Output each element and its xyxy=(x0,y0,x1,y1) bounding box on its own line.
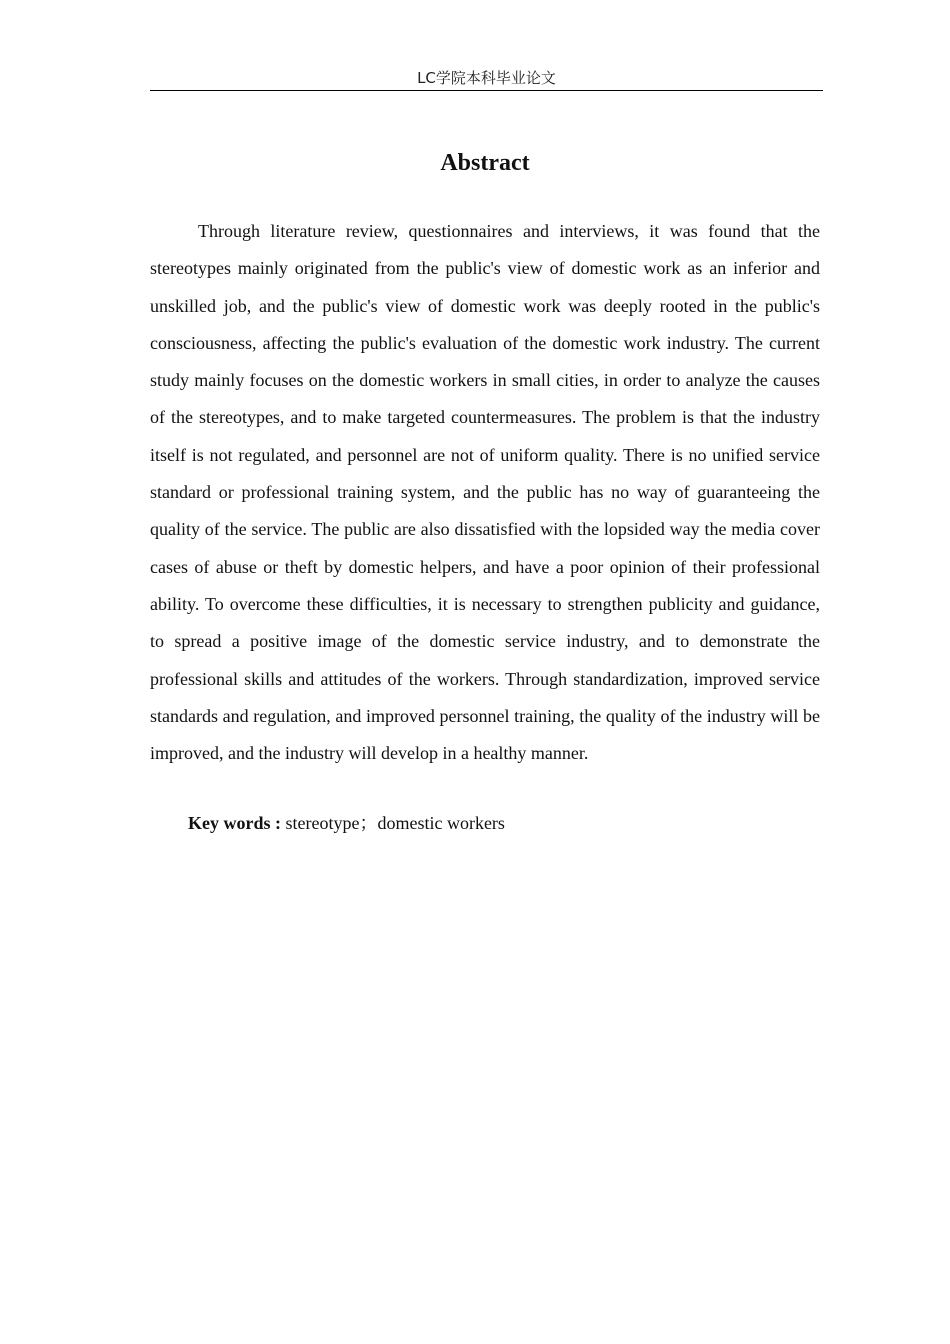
keywords-values: stereotype；domestic workers xyxy=(285,813,505,833)
abstract-body: Through literature review, questionnaires and interviews, it was found that the stereotypes mainly originated from the public's view of domestic work as an inferior and unskilled job, and the public's view of domestic work was deeply rooted in the public's consciousness, affecting the public's evaluation of the domestic work industry. The current study mainly focuses on the domestic workers in small cities, in order to analyze the causes of the stereotypes, and to make targeted countermeasures. The problem is that the industry itself is not regulated, and personnel are not of uniform quality. There is no unified service standard or professional training system, and the public has no way of guaranteeing the quality of the service. The public are also dissatisfied with the lopsided way the media cover cases of abuse or theft by domestic helpers, and have a poor opinion of their professional ability. To overcome these difficulties, it is necessary to strengthen publicity and guidance, to spread a positive image of the domestic service industry, and to demonstrate the professional skills and attitudes of the workers. Through standardization, improved service standards and regulation, and improved personnel training, the quality of the industry will be improved, and the industry will develop in a healthy manner. xyxy=(150,221,820,764)
header-title: LC学院本科毕业论文 xyxy=(417,69,556,87)
abstract-heading: Abstract xyxy=(440,150,530,176)
page-header xyxy=(150,66,823,91)
keywords-line xyxy=(188,810,820,836)
keywords-label: Key words : xyxy=(188,813,281,833)
